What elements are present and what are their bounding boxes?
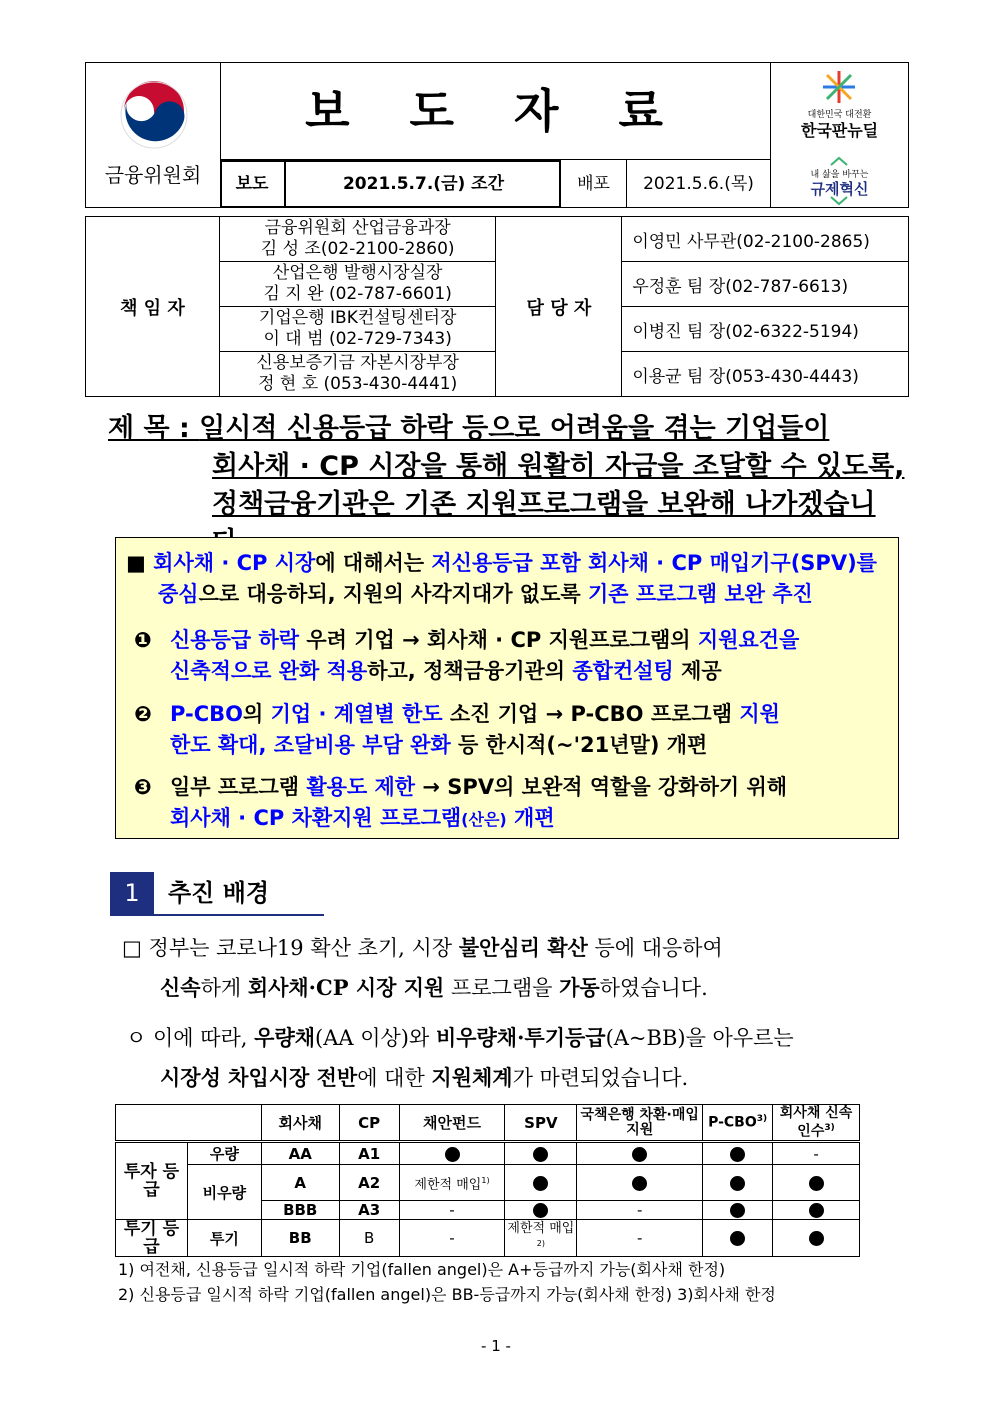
subject-line: 일시적 신용등급 하락 등으로 어려움을 겪는 기업들이	[199, 413, 830, 444]
support-dot-icon	[809, 1231, 824, 1246]
summary-item-3-cont: 회사채 · CP 차환지원 프로그램(산은) 개편	[170, 806, 555, 830]
support-dot-icon	[730, 1231, 745, 1246]
support-dot-icon	[533, 1203, 548, 1218]
chevron-down-icon	[829, 196, 849, 206]
staff-entry: 이용균 팀 장(053-430-4443)	[622, 352, 909, 397]
limited-purchase: 제한적 매입$^{2)}$	[505, 1220, 577, 1257]
cell-dash: -	[399, 1201, 505, 1220]
summary-item-1: 신용등급 하락 우려 기업 → 회사채 · CP 지원프로그램의 지원요건을	[170, 628, 800, 652]
bond-grade: A	[261, 1165, 339, 1201]
support-dot-icon	[809, 1203, 824, 1218]
release-date-row	[220, 159, 771, 208]
background-paragraph-1: □ 정부는 코로나19 확산 초기, 시장 불안심리 확산 등에 대응하여 신속하게 회사채·CP 시장 지원 프로그램을 가동하였습니다.	[122, 935, 723, 1000]
support-dot-icon	[809, 1176, 824, 1191]
summary-item-2-marker: ❷	[134, 702, 152, 726]
support-dot-icon	[730, 1176, 745, 1191]
responsible-entry: 금융위원회 산업금융과장 김 성 조(02-2100-2860)	[219, 217, 496, 262]
page-number: - 1 -	[481, 1337, 511, 1355]
distribute-value: 2021.5.6.(목)	[643, 174, 754, 194]
responsible-label: 책 임 자	[86, 217, 220, 397]
support-dot-icon	[533, 1176, 548, 1191]
distribute-label: 배포	[561, 160, 627, 208]
release-label: 보도	[220, 160, 286, 208]
staff-entry: 우정훈 팀 장(02-787-6613)	[622, 262, 909, 307]
table-footnote: 2) 신용등급 일시적 하락 기업(fallen angel)은 BB-등급까지 가능(회사채 한정) 3)회사채 한정	[118, 1285, 776, 1304]
support-dot-icon	[730, 1203, 745, 1218]
summary-item-3-marker: ❸	[134, 775, 152, 799]
responsible-entry: 신용보증기금 자본시장부장 정 현 호 (053-430-4441)	[219, 352, 496, 397]
newdeal-title: 한국판뉴딜	[800, 121, 879, 140]
col-header: SPV	[505, 1105, 577, 1142]
support-program-table	[115, 1104, 860, 1257]
summary-box	[115, 537, 899, 839]
regulation-subtitle: 내 삶을 바꾸는	[810, 170, 869, 180]
fsc-logo-cell	[86, 63, 221, 207]
background-paragraph-2: ㅇ 이에 따라, 우량채(AA 이상)와 비우량채·투기등급(A~BB)을 아우르는 시장성 차입시장 전반에 대한 지원체계가 마련되었습니다.	[126, 1025, 794, 1090]
bond-grade: BB	[261, 1220, 339, 1257]
support-dot-icon	[533, 1147, 548, 1162]
limited-purchase: 제한적 매입$^{1)}$	[399, 1165, 505, 1201]
press-release-header	[85, 62, 909, 208]
summary-item-3: 일부 프로그램 활용도 제한 → SPV의 보완적 역할을 강화하기 위해	[170, 775, 788, 799]
subject-line: 회사채 · CP 시장을 통해 원활히 자금을 조달할 수 있도록,	[212, 451, 905, 482]
regulation-title: 규제혁신	[810, 180, 869, 198]
table-footnote: 1) 여전채, 신용등급 일시적 하락 기업(fallen angel)은 A+등급까지 가능(회사채 한정)	[118, 1260, 726, 1279]
section-title: 추진 배경	[168, 879, 270, 907]
staff-label: 담 당 자	[496, 217, 622, 397]
support-dot-icon	[445, 1147, 460, 1162]
cp-grade: A3	[339, 1201, 399, 1220]
col-header: 국책은행 차환·매입지원	[577, 1105, 703, 1142]
cp-grade: B	[339, 1220, 399, 1257]
col-header: P-CBO$^{3)}$	[703, 1105, 773, 1142]
col-header: 회사채	[261, 1105, 339, 1142]
contacts-table	[85, 216, 909, 397]
staff-entry: 이영민 사무관(02-2100-2865)	[622, 217, 909, 262]
newdeal-star-icon	[819, 69, 859, 105]
subject-line: 정책금융기관은 기존 지원프로그램을 보완해 나가겠습니	[212, 489, 876, 520]
responsible-entry: 산업은행 발행시장실장 김 지 완 (02-787-6601)	[219, 262, 496, 307]
summary-item-1-cont: 신축적으로 완화 적용하고, 정책금융기관의 종합컨설팅 제공	[170, 659, 722, 683]
col-header: 채안펀드	[399, 1105, 505, 1142]
release-value: 2021.5.7.(금) 조간	[342, 174, 505, 194]
col-header: CP	[339, 1105, 399, 1142]
summary-intro-cont: 중심으로 대응하되, 지원의 사각지대가 없도록 기존 프로그램 보완 추진	[158, 582, 813, 606]
subject-prefix: 제 목 :	[108, 413, 200, 444]
page-title: 보 도 자 료	[220, 63, 771, 159]
bond-grade: BBB	[261, 1201, 339, 1220]
row-subgroup: 우량	[187, 1142, 261, 1165]
campaign-logos	[771, 63, 908, 207]
support-dot-icon	[632, 1176, 647, 1191]
support-dot-icon	[632, 1147, 647, 1162]
cell-dash: -	[577, 1201, 703, 1220]
summary-item-2: P-CBO의 기업 · 계열별 한도 소진 기업 → P-CBO 프로그램 지원	[170, 702, 780, 726]
cell-dash: -	[577, 1220, 703, 1257]
section-number: 1	[110, 872, 154, 914]
bond-grade: AA	[261, 1142, 339, 1165]
cell-dash: -	[773, 1142, 860, 1165]
row-group-invest: 투자 등급	[116, 1142, 188, 1220]
summary-item-1-marker: ❶	[134, 628, 152, 652]
section-underline	[110, 914, 324, 916]
cell-dash: -	[399, 1220, 505, 1257]
cp-grade: A1	[339, 1142, 399, 1165]
col-header: 회사채 신속인수$^{3)}$	[773, 1105, 860, 1142]
newdeal-subtitle: 대한민국 대전환	[807, 110, 872, 120]
staff-entry: 이병진 팀 장(02-6322-5194)	[622, 307, 909, 352]
row-subgroup: 비우량	[187, 1165, 261, 1220]
org-name: 금융위원회	[104, 163, 202, 187]
summary-intro: ■ 회사채 · CP 시장에 대해서는 저신용등급 포함 회사채 · CP 매입기구(SPV)를	[126, 551, 877, 575]
row-subgroup: 투기	[187, 1220, 261, 1257]
responsible-entry: 기업은행 IBK컨설팅센터장 이 대 범 (02-729-7343)	[219, 307, 496, 352]
taegeuk-logo-icon	[118, 79, 190, 151]
chevron-up-icon	[829, 156, 849, 166]
row-group-spec: 투기 등급	[116, 1220, 188, 1257]
cp-grade: A2	[339, 1165, 399, 1201]
summary-item-2-cont: 한도 확대, 조달비용 부담 완화 등 한시적(~'21년말) 개편	[170, 733, 708, 757]
support-dot-icon	[730, 1147, 745, 1162]
